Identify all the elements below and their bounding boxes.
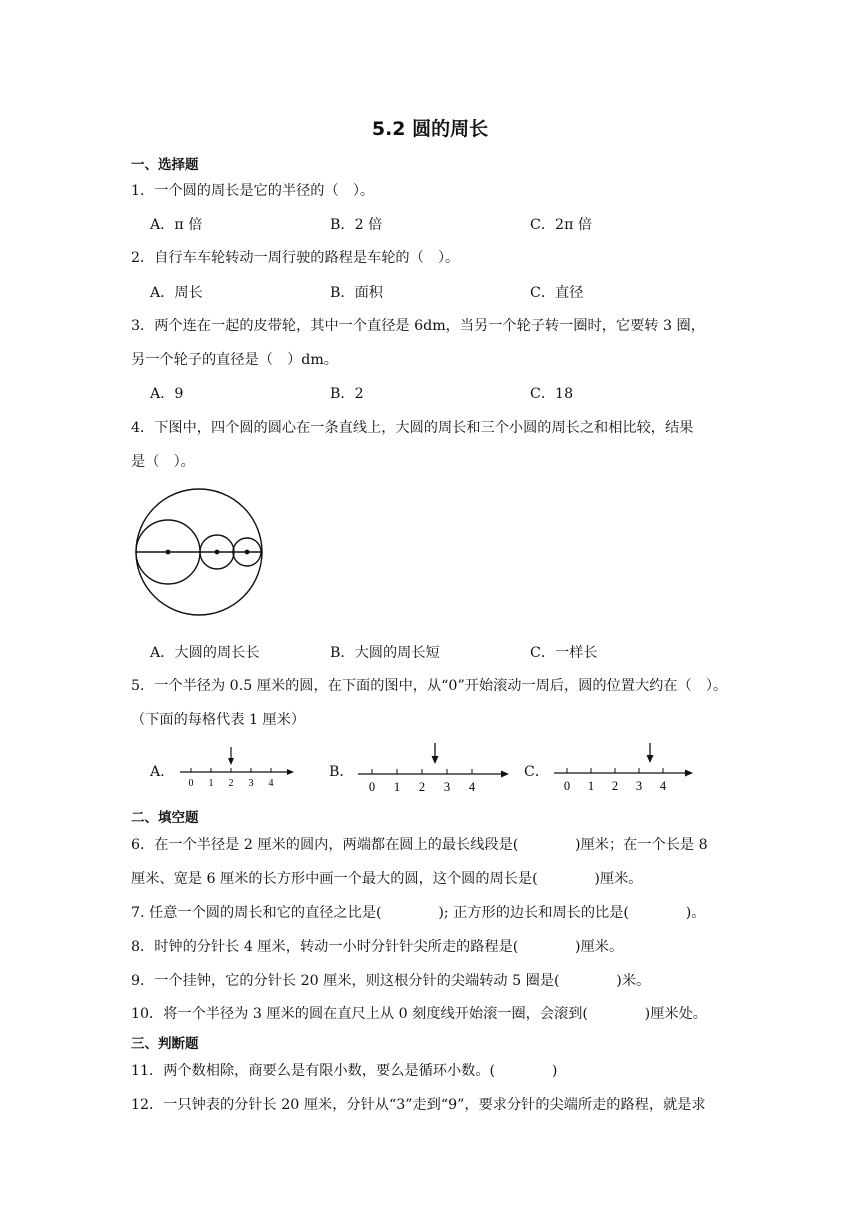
- question-5-line-2: （下面的每格代表 1 厘米）: [131, 712, 306, 728]
- svg-text:0: 0: [563, 779, 571, 793]
- svg-text:3: 3: [248, 778, 254, 789]
- question-5-line-1: 5．一个半径为 0.5 厘米的圆，在下面的图中，从“0”开始滚动一周后，圆的位置大约在（ ）。: [131, 678, 728, 694]
- svg-text:4: 4: [659, 779, 667, 793]
- question-11: 11．两个数相除，商要么是有限小数，要么是循环小数。( ): [131, 1063, 558, 1079]
- q3-option-a: A．9: [150, 386, 184, 402]
- center-dot-1: [166, 550, 171, 555]
- q2-option-a: A．周长: [150, 285, 203, 301]
- svg-text:2: 2: [611, 779, 619, 793]
- svg-text:3: 3: [443, 780, 451, 794]
- svg-text:2: 2: [228, 778, 234, 789]
- center-dot-2: [215, 550, 220, 555]
- q3-option-b: B．2: [330, 386, 364, 402]
- q2-option-b: B．面积: [330, 285, 383, 301]
- question-9: 9．一个挂钟，它的分针长 20 厘米，则这根分针的尖端转动 5 圈是( )米。: [131, 973, 651, 989]
- question-6-line-1: 6．在一个半径是 2 厘米的圆内，两端都在圆上的最长线段是( )厘米；在一个长是 8: [131, 837, 708, 853]
- q5-option-b-number-line: [354, 740, 514, 796]
- q5-option-c-label: C．: [524, 764, 550, 780]
- question-12: 12．一只钟表的分针长 20 厘米，分针从“3”走到“9”，要求分针的尖端所走的路程，就是求: [131, 1097, 706, 1113]
- svg-text:0: 0: [188, 778, 194, 789]
- section-heading-true-false: 三、判断题: [131, 1036, 199, 1052]
- svg-text:1: 1: [208, 778, 214, 789]
- svg-text:0: 0: [368, 780, 376, 794]
- q1-option-a: A．π 倍: [150, 217, 203, 233]
- question-7: 7. 任意一个圆的周长和它的直径之比是( ); 正方形的边长和周长的比是( )。: [131, 905, 706, 921]
- section-heading-fill-in: 二、填空题: [131, 810, 199, 826]
- svg-text:1: 1: [393, 780, 401, 794]
- question-1: 1．一个圆的周长是它的半径的（ ）。: [131, 183, 375, 199]
- circles-figure: [130, 485, 270, 620]
- question-4-line-2: 是（ ）。: [131, 454, 195, 470]
- q3-option-c: C．18: [530, 386, 574, 402]
- q2-option-c: C．直径: [530, 285, 584, 301]
- question-3-line-2: 另一个轮子的直径是（ ）dm。: [131, 352, 338, 368]
- q4-option-a: A．大圆的周长长: [150, 645, 260, 661]
- q5-option-a-number-line: [176, 744, 300, 790]
- q4-option-c: C．一样长: [530, 645, 598, 661]
- q4-option-b: B．大圆的周长短: [330, 645, 440, 661]
- svg-text:3: 3: [635, 779, 643, 793]
- question-3-line-1: 3．两个连在一起的皮带轮，其中一个直径是 6dm，当另一个轮子转一圈时，它要转 3 圈，: [131, 318, 705, 334]
- question-2: 2．自行车车轮转动一周行驶的路程是车轮的（ ）。: [131, 250, 460, 266]
- section-heading-choice: 一、选择题: [131, 157, 199, 173]
- question-4-line-1: 4．下图中，四个圆的圆心在一条直线上，大圆的周长和三个小圆的周长之和相比较，结果: [131, 420, 694, 436]
- q5-option-a-label: A．: [150, 764, 175, 780]
- q5-option-c-number-line: [550, 740, 700, 796]
- svg-text:4: 4: [268, 778, 274, 789]
- question-10: 10．将一个半径为 3 厘米的圆在直尺上从 0 刻度线开始滚一圈，会滚到( )厘米处。: [131, 1006, 707, 1022]
- q1-option-c: C．2π 倍: [530, 217, 593, 233]
- svg-text:1: 1: [587, 779, 595, 793]
- question-8: 8．时钟的分针长 4 厘米，转动一小时分针针尖所走的路程是( )厘米。: [131, 939, 624, 955]
- q5-option-b-label: B．: [329, 764, 354, 780]
- svg-text:4: 4: [468, 780, 476, 794]
- page-title: 5.2 圆的周长: [371, 118, 489, 140]
- question-6-line-2: 厘米、宽是 6 厘米的长方形中画一个最大的圆，这个圆的周长是( )厘米。: [131, 871, 643, 887]
- svg-text:2: 2: [418, 780, 426, 794]
- q1-option-b: B．2 倍: [330, 217, 383, 233]
- center-dot-3: [245, 550, 250, 555]
